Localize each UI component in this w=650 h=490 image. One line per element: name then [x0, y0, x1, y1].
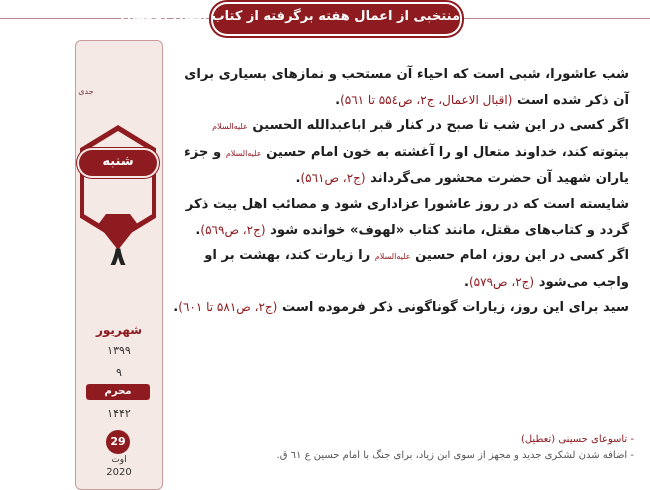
paragraph-2 [172, 113, 629, 192]
paragraph-2-part-c: و جزء یاران شهید آن حضرت محشور می‌گرداند [183, 144, 629, 187]
paragraph-2-part-b: بیتوته کند، خداوند متعال او را آغشته به خون امام حسین [266, 144, 629, 160]
footer-notes [250, 432, 634, 464]
weekday-label: شنبه [102, 154, 134, 169]
header-title: منتخبی از اعمال هفته برگرفته از کتاب اقبال الاعمال [120, 9, 460, 24]
paragraph-2-part-a: اگر کسی در این شب تا صبح در کنار قبر اباعبدالله الحسین [252, 118, 629, 134]
lunar-year: ۱۴۴۲ [107, 407, 131, 420]
paragraph-1 [172, 62, 629, 113]
weekday-badge [79, 150, 157, 176]
footer-note-1: - تاسوعای حسینی (تعطیل) [520, 434, 634, 445]
reference-3: (ج۲، ص۵٦۹) [200, 222, 266, 237]
day-number: ۸ [110, 242, 126, 272]
paragraph-4 [172, 243, 629, 295]
paragraph-3-end: . [195, 222, 201, 238]
solar-month: شهریور [95, 323, 143, 337]
paragraph-3 [172, 192, 629, 243]
paragraph-4-end: . [463, 274, 469, 290]
paragraph-1-end: . [335, 92, 341, 108]
paragraph-4-part-a: اگر کسی در این روز، امام حسین [415, 248, 629, 264]
gregorian-month: اوت [111, 455, 127, 465]
paragraph-5-text: سید برای این روز، زیارات گوناگونی ذکر فرموده است [281, 300, 629, 316]
reference-1: (اقبال الاعمال، ج۲، ص۵۵٤ تا ۵٦۱) [340, 92, 513, 107]
paragraph-1-text: شب عاشورا، شبی است که احیاء آن مستحب و نمازهای بسیاری برای آن ذکر شده است [184, 67, 629, 108]
paragraph-5 [172, 295, 629, 321]
honorific-3: علیه‌السلام [374, 252, 411, 262]
paragraph-4-part-b: را زیارت کند، بهشت بر او واجب می‌شود [204, 248, 629, 290]
solar-year: ۱۳۹۹ [107, 344, 131, 357]
header-banner [120, 4, 460, 34]
reference-5: (ج۲، ص۵۸۱ تا ٦۰۱) [178, 300, 278, 315]
paragraph-2-end: . [295, 171, 301, 187]
main-content [172, 62, 629, 321]
gregorian-year: 2020 [106, 467, 132, 478]
paragraph-5-end: . [173, 300, 179, 316]
reference-2: (ج۲، ص۵٦۱) [300, 171, 366, 186]
reference-4: (ج۲، ص۵۷۹) [468, 274, 535, 289]
lunar-day: ۹ [116, 366, 122, 379]
paragraph-3-text: شایسته است که در روز عاشورا عزاداری شود و مصائب اهل بیت ذکر گردد و کتاب‌های مقتل، مانند کتاب «لهوف» خوانده شود [185, 196, 629, 238]
honorific-1: علیه‌السلام [212, 122, 248, 132]
gregorian-day-circle: 29 [106, 430, 130, 454]
footer-note-2: - اضافه شدن لشکری جدید و مجهز از سوی ابن زیاد، برای جنگ با امام حسین ع ٦۱ ق. [276, 450, 634, 461]
lunar-month-badge: محرم [86, 384, 150, 400]
honorific-2: علیه‌السلام [225, 148, 262, 158]
calendar-label: جدی [78, 87, 94, 96]
